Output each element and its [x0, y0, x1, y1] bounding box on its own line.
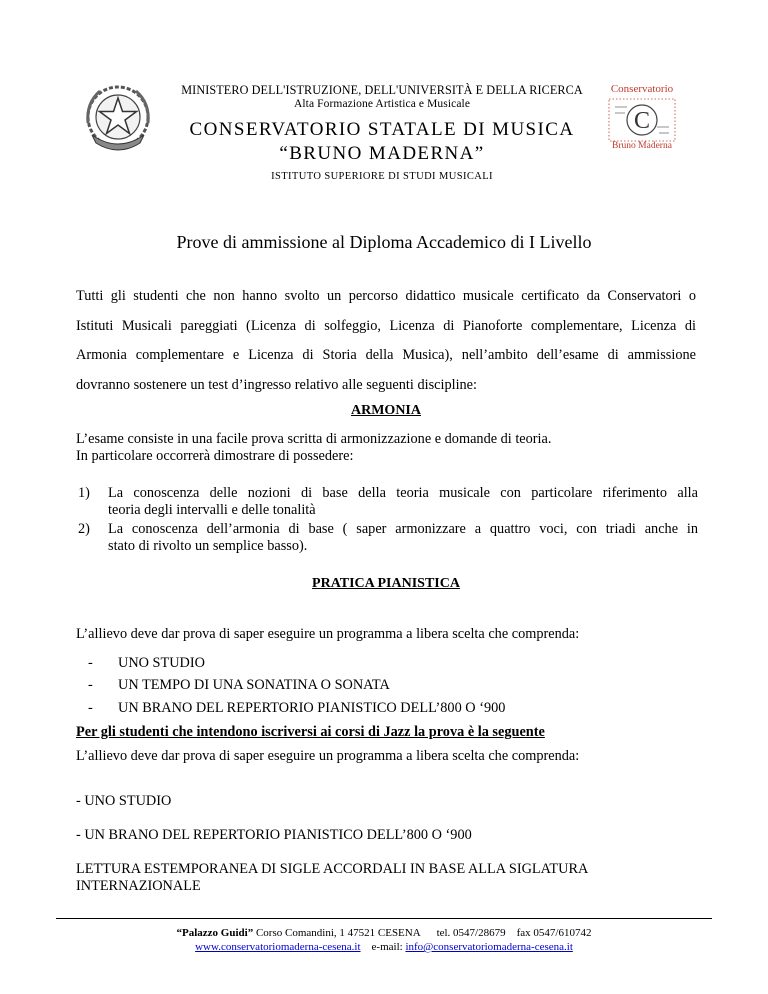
footer-street: Corso Comandini, 1 47521 CESENA: [255, 927, 421, 939]
italian-republic-emblem-icon: [82, 83, 154, 155]
conservatory-logo: [607, 83, 677, 155]
jazz-item-2: - UN BRANO DEL REPERTORIO PIANISTICO DELL’800 O ‘900: [76, 827, 472, 843]
armonia-list-item: [78, 521, 698, 555]
footer-tel: tel. 0547/28679: [436, 927, 506, 939]
footer-contacts: [60, 940, 708, 954]
intro-line-3: Armonia complementare e Licenza di Storia della Musica), nell’ambito dell’esame di ammissione: [76, 347, 696, 363]
jazz-intro: L’allievo deve dar prova di saper eseguire un programma a libera scelta che comprenda:: [76, 748, 580, 764]
jazz-heading: Per gli studenti che intendono iscriversi ai corsi di Jazz la prova è la seguente: [76, 724, 545, 740]
conservatory-name-line2: “BRUNO MADERNA”: [279, 143, 485, 164]
armonia-item-2-line-2: stato di rivolto un semplice basso).: [108, 538, 308, 554]
footer-email-label: e-mail:: [371, 941, 403, 953]
armonia-text-2: In particolare occorrerà dimostrare di possedere:: [76, 448, 354, 464]
armonia-item-2-line-1: La conoscenza dell’armonia di base ( saper armonizzare a quattro voci, con triadi anche in: [108, 521, 698, 537]
intro-line-2: Istituti Musicali pareggiati (Licenza di solfeggio, Licenza di Pianoforte complementare, Licenza di: [76, 317, 696, 334]
armonia-item-1-line-1: La conoscenza delle nozioni di base della teoria musicale con particolare riferimento alla: [108, 485, 698, 501]
pratica-item-1: UNO STUDIO: [118, 655, 205, 671]
footer-address: [60, 926, 708, 940]
pratica-heading: PRATICA PIANISTICA: [312, 576, 460, 591]
institute-name: ISTITUTO SUPERIORE DI STUDI MUSICALI: [271, 171, 493, 182]
jazz-item-3-line-1: LETTURA ESTEMPORANEA DI SIGLE ACCORDALI IN BASE ALLA SIGLATURA: [76, 861, 589, 877]
svg-text:C: C: [633, 108, 651, 134]
armonia-item-1-line-2: teoria degli intervalli e delle tonalità: [108, 502, 316, 518]
afam-subtitle: Alta Formazione Artistica e Musicale: [293, 98, 471, 110]
intro-line-4: dovranno sostenere un test d’ingresso relativo alle seguenti discipline:: [76, 376, 478, 393]
logo-top-text: Conservatorio: [610, 83, 674, 95]
document-title: Prove di ammissione al Diploma Accademico di I Livello: [176, 232, 592, 252]
footer-website-link[interactable]: www.conservatoriomaderna-cesena.it: [195, 941, 361, 953]
intro-paragraph: [76, 282, 696, 400]
list-bullet: -: [88, 700, 93, 716]
intro-line-1: Tutti gli studenti che non hanno svolto un percorso didattico musicale certificato da Conservatori o: [76, 288, 696, 304]
footer-place: “Palazzo Guidi”: [176, 927, 254, 939]
conservatory-c-logo-icon: [607, 97, 677, 143]
pratica-item-3: UN BRANO DEL REPERTORIO PIANISTICO DELL’800 O ‘900: [118, 700, 506, 716]
jazz-item-1: - UNO STUDIO: [76, 793, 172, 809]
conservatory-name: CONSERVATORIO STATALE DI MUSICA: [189, 119, 575, 140]
armonia-list-item: [78, 485, 698, 519]
pratica-item-2: UN TEMPO DI UNA SONATINA O SONATA: [118, 677, 390, 693]
footer-divider: [56, 918, 712, 919]
list-bullet: -: [88, 677, 93, 693]
footer-fax: fax 0547/610742: [516, 927, 592, 939]
armonia-text-1: L’esame consiste in una facile prova scritta di armonizzazione e domande di teoria.: [76, 431, 552, 447]
jazz-item-3-line-2: INTERNAZIONALE: [76, 878, 201, 894]
list-number: 1): [78, 485, 90, 501]
ministry-name: MINISTERO DELL'ISTRUZIONE, DELL'UNIVERSITÀ E DELLA RICERCA: [181, 83, 583, 97]
logo-bottom-text: Bruno Maderna: [612, 141, 672, 151]
list-number: 2): [78, 521, 90, 537]
list-bullet: -: [88, 655, 93, 671]
pratica-intro: L’allievo deve dar prova di saper eseguire un programma a libera scelta che comprenda:: [76, 626, 580, 642]
footer-email-link[interactable]: info@conservatoriomaderna-cesena.it: [405, 941, 573, 953]
armonia-heading: ARMONIA: [351, 403, 421, 418]
